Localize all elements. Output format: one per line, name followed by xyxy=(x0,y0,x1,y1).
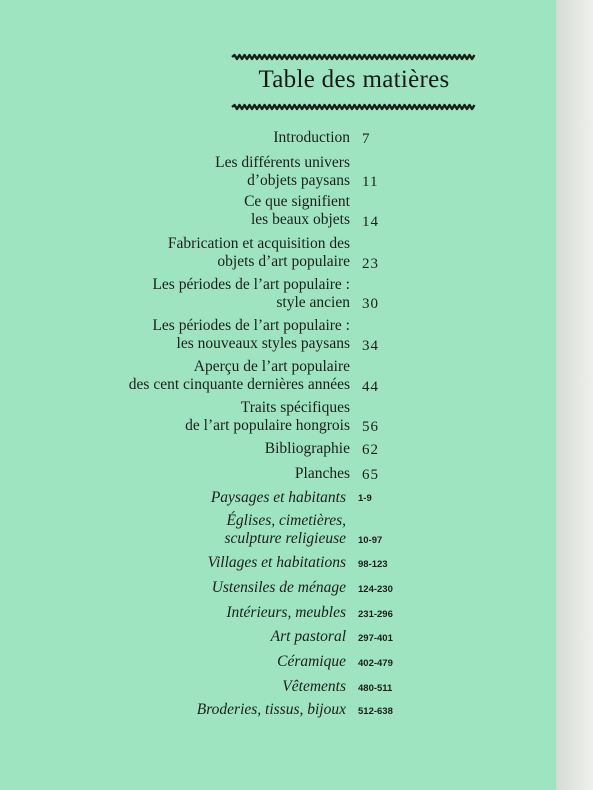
toc-plate-title[interactable] xyxy=(277,653,346,671)
entry-line: de l’art populaire hongrois xyxy=(185,417,350,434)
entry-line: Fabrication et acquisition des xyxy=(167,235,350,252)
toc-entry-page: 44 xyxy=(362,379,379,395)
entry-line: Traits spécifiques xyxy=(240,399,350,416)
toc-plate-range: 231-296 xyxy=(358,609,393,620)
toc-plate-title[interactable] xyxy=(282,678,346,696)
toc-plate-range: 98-123 xyxy=(358,559,388,570)
entry-line: Paysages et habitants xyxy=(210,489,346,506)
entry-line: Aperçu de l’art populaire xyxy=(193,358,350,375)
entry-line: Ustensiles de ménage xyxy=(211,579,346,596)
toc-plate-title[interactable] xyxy=(208,554,346,572)
entry-line: Broderies, tissus, bijoux xyxy=(196,701,346,718)
toc-entry-page: 34 xyxy=(362,338,379,354)
entry-line: les nouveaux styles paysans xyxy=(176,335,350,352)
toc-entry-title[interactable] xyxy=(244,193,350,229)
toc-entry-title[interactable] xyxy=(129,358,350,394)
toc-entry-page: 62 xyxy=(362,442,379,458)
entry-line: Les périodes de l’art populaire : xyxy=(152,317,350,334)
entry-line: Villages et habitations xyxy=(207,554,346,571)
entry-line: Planches xyxy=(294,465,350,482)
toc-entry-page: 14 xyxy=(362,214,379,230)
entry-line: Bibliographie xyxy=(264,440,350,457)
toc-entry-title[interactable] xyxy=(152,276,350,312)
toc-plate-title[interactable] xyxy=(212,579,346,597)
toc-plate-title[interactable] xyxy=(226,604,346,622)
entry-line: style ancien xyxy=(276,294,350,311)
entry-line: Ce que signifient xyxy=(244,193,350,210)
toc-plate-range: 512-638 xyxy=(358,706,393,717)
toc-title: Table des matières xyxy=(258,66,450,93)
toc-entry-title[interactable] xyxy=(265,440,350,458)
toc-entry-page: 65 xyxy=(362,467,379,483)
toc-entry-page: 23 xyxy=(362,256,379,272)
toc-entry-title[interactable] xyxy=(185,399,350,435)
entry-line: objets d’art populaire xyxy=(217,253,350,270)
entry-line: Églises, cimetières, xyxy=(226,512,346,529)
toc-plate-range: 10-97 xyxy=(358,535,383,546)
toc-plate-range: 297-401 xyxy=(358,633,393,644)
toc-plate-title[interactable] xyxy=(211,489,346,507)
entry-line: d’objets paysans xyxy=(247,172,350,189)
toc-entry-page: 11 xyxy=(362,174,379,190)
entry-line: Art pastoral xyxy=(270,628,346,645)
toc-entry-page: 56 xyxy=(362,419,379,435)
entry-line: les beaux objets xyxy=(250,211,350,228)
toc-plate-range: 1-9 xyxy=(358,493,372,504)
entry-line: Céramique xyxy=(277,653,346,670)
toc-plate-range: 124-230 xyxy=(358,584,393,595)
entry-line: sculpture religieuse xyxy=(224,530,346,547)
entry-line: Les périodes de l’art populaire : xyxy=(152,276,350,293)
toc-entry-title[interactable] xyxy=(168,235,350,271)
toc-entry-page: 30 xyxy=(362,296,379,312)
toc-entry-title[interactable] xyxy=(273,129,350,147)
toc-plate-range: 402-479 xyxy=(358,658,393,669)
toc-plate-title[interactable] xyxy=(271,628,346,646)
toc-entry-title[interactable] xyxy=(295,465,350,483)
toc-plate-title[interactable] xyxy=(197,701,346,719)
page-edge xyxy=(556,0,593,790)
toc-plate-range: 480-511 xyxy=(358,683,393,694)
entry-line: Vêtements xyxy=(282,678,346,695)
entry-line: Les différents univers xyxy=(215,154,350,171)
toc-entry-title[interactable] xyxy=(215,154,350,190)
toc-plate-title[interactable] xyxy=(224,512,346,548)
toc-entry-page: 7 xyxy=(362,131,371,147)
entry-line: Introduction xyxy=(273,129,350,146)
entry-line: des cent cinquante dernières années xyxy=(128,376,350,393)
entry-line: Intérieurs, meubles xyxy=(226,604,346,621)
toc-entry-title[interactable] xyxy=(152,317,350,353)
